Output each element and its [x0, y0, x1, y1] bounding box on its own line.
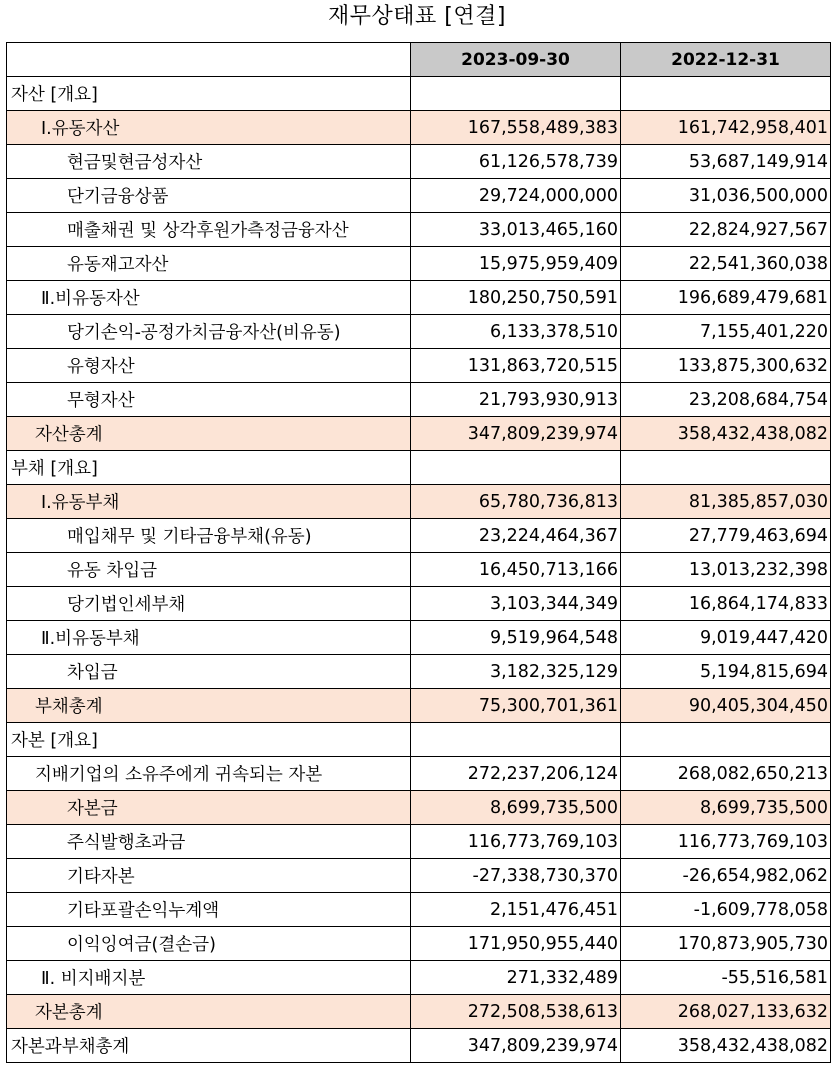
- value-2023-09-30: 272,237,206,124: [411, 757, 621, 791]
- value-2023-09-30: 2,151,476,451: [411, 893, 621, 927]
- table-row: [7, 689, 831, 723]
- value-2023-09-30: 29,724,000,000: [411, 179, 621, 213]
- row-label: Ⅱ.비유동자산: [7, 281, 411, 315]
- value-2023-09-30: 3,182,325,129: [411, 655, 621, 689]
- row-label: 차입금: [7, 655, 411, 689]
- row-label: 지배기업의 소유주에게 귀속되는 자본: [7, 757, 411, 791]
- row-label: 매입채무 및 기타금융부채(유동): [7, 519, 411, 553]
- table-row: [7, 825, 831, 859]
- row-label: 현금및현금성자산: [7, 145, 411, 179]
- row-label: 자본과부채총계: [7, 1029, 411, 1063]
- row-label: 매출채권 및 상각후원가측정금융자산: [7, 213, 411, 247]
- table-row: [7, 281, 831, 315]
- value-2023-09-30: -27,338,730,370: [411, 859, 621, 893]
- value-2023-09-30: 75,300,701,361: [411, 689, 621, 723]
- row-label: Ⅰ.유동부채: [7, 485, 411, 519]
- value-2022-12-31: 90,405,304,450: [621, 689, 831, 723]
- table-row: [7, 995, 831, 1029]
- row-label: 이익잉여금(결손금): [7, 927, 411, 961]
- table-row: [7, 485, 831, 519]
- value-2023-09-30: 33,013,465,160: [411, 213, 621, 247]
- value-2022-12-31: 7,155,401,220: [621, 315, 831, 349]
- header-date-current: 2023-09-30: [411, 43, 621, 77]
- table-row: [7, 859, 831, 893]
- value-2023-09-30: 61,126,578,739: [411, 145, 621, 179]
- row-label: 단기금융상품: [7, 179, 411, 213]
- value-2022-12-31: [621, 77, 831, 111]
- value-2022-12-31: [621, 723, 831, 757]
- value-2022-12-31: 8,699,735,500: [621, 791, 831, 825]
- row-label: 당기손익-공정가치금융자산(비유동): [7, 315, 411, 349]
- table-row: [7, 315, 831, 349]
- table-row: [7, 927, 831, 961]
- value-2022-12-31: 196,689,479,681: [621, 281, 831, 315]
- table-row: [7, 1029, 831, 1063]
- table-row: [7, 383, 831, 417]
- value-2022-12-31: 358,432,438,082: [621, 1029, 831, 1063]
- value-2023-09-30: 171,950,955,440: [411, 927, 621, 961]
- value-2022-12-31: 116,773,769,103: [621, 825, 831, 859]
- header-date-prior: 2022-12-31: [621, 43, 831, 77]
- value-2022-12-31: 27,779,463,694: [621, 519, 831, 553]
- value-2022-12-31: 161,742,958,401: [621, 111, 831, 145]
- table-header-row: [7, 43, 831, 77]
- value-2022-12-31: 170,873,905,730: [621, 927, 831, 961]
- row-label: 당기법인세부채: [7, 587, 411, 621]
- value-2023-09-30: 347,809,239,974: [411, 417, 621, 451]
- value-2023-09-30: 8,699,735,500: [411, 791, 621, 825]
- table-row: [7, 451, 831, 485]
- row-label: 부채 [개요]: [7, 451, 411, 485]
- row-label: 자본 [개요]: [7, 723, 411, 757]
- table-row: [7, 247, 831, 281]
- table-row: [7, 757, 831, 791]
- value-2022-12-31: 22,541,360,038: [621, 247, 831, 281]
- value-2022-12-31: 13,013,232,398: [621, 553, 831, 587]
- value-2023-09-30: 271,332,489: [411, 961, 621, 995]
- row-label: 자산총계: [7, 417, 411, 451]
- row-label: 무형자산: [7, 383, 411, 417]
- value-2023-09-30: 131,863,720,515: [411, 349, 621, 383]
- row-label: 자산 [개요]: [7, 77, 411, 111]
- table-body: [7, 77, 831, 1063]
- header-label-cell: [7, 43, 411, 77]
- table-row: [7, 349, 831, 383]
- value-2023-09-30: 6,133,378,510: [411, 315, 621, 349]
- value-2022-12-31: 133,875,300,632: [621, 349, 831, 383]
- value-2023-09-30: 16,450,713,166: [411, 553, 621, 587]
- value-2022-12-31: 9,019,447,420: [621, 621, 831, 655]
- table-row: [7, 655, 831, 689]
- table-row: [7, 213, 831, 247]
- row-label: 유형자산: [7, 349, 411, 383]
- table-row: [7, 145, 831, 179]
- table-row: [7, 553, 831, 587]
- value-2022-12-31: [621, 451, 831, 485]
- value-2022-12-31: -26,654,982,062: [621, 859, 831, 893]
- table-row: [7, 791, 831, 825]
- balance-sheet-table: [6, 42, 831, 1063]
- row-label: 기타포괄손익누계액: [7, 893, 411, 927]
- table-row: [7, 621, 831, 655]
- value-2022-12-31: 31,036,500,000: [621, 179, 831, 213]
- value-2022-12-31: -1,609,778,058: [621, 893, 831, 927]
- value-2023-09-30: 3,103,344,349: [411, 587, 621, 621]
- value-2023-09-30: 21,793,930,913: [411, 383, 621, 417]
- value-2023-09-30: 116,773,769,103: [411, 825, 621, 859]
- table-row: [7, 587, 831, 621]
- value-2022-12-31: 358,432,438,082: [621, 417, 831, 451]
- value-2022-12-31: 22,824,927,567: [621, 213, 831, 247]
- value-2023-09-30: 180,250,750,591: [411, 281, 621, 315]
- table-row: [7, 179, 831, 213]
- row-label: 부채총계: [7, 689, 411, 723]
- value-2023-09-30: 15,975,959,409: [411, 247, 621, 281]
- table-row: [7, 893, 831, 927]
- value-2022-12-31: -55,516,581: [621, 961, 831, 995]
- value-2023-09-30: 347,809,239,974: [411, 1029, 621, 1063]
- row-label: Ⅱ.비유동부채: [7, 621, 411, 655]
- value-2023-09-30: 167,558,489,383: [411, 111, 621, 145]
- value-2023-09-30: [411, 451, 621, 485]
- table-row: [7, 111, 831, 145]
- row-label: Ⅰ.유동자산: [7, 111, 411, 145]
- value-2022-12-31: 268,082,650,213: [621, 757, 831, 791]
- table-row: [7, 417, 831, 451]
- value-2022-12-31: 81,385,857,030: [621, 485, 831, 519]
- table-row: [7, 77, 831, 111]
- value-2023-09-30: 65,780,736,813: [411, 485, 621, 519]
- table-row: [7, 723, 831, 757]
- value-2022-12-31: 5,194,815,694: [621, 655, 831, 689]
- value-2023-09-30: 9,519,964,548: [411, 621, 621, 655]
- table-row: [7, 961, 831, 995]
- value-2023-09-30: 23,224,464,367: [411, 519, 621, 553]
- value-2022-12-31: 16,864,174,833: [621, 587, 831, 621]
- value-2022-12-31: 23,208,684,754: [621, 383, 831, 417]
- value-2023-09-30: [411, 723, 621, 757]
- row-label: 유동 차입금: [7, 553, 411, 587]
- value-2022-12-31: 53,687,149,914: [621, 145, 831, 179]
- row-label: 기타자본: [7, 859, 411, 893]
- page-title: 재무상태표 [연결]: [328, 4, 506, 29]
- value-2023-09-30: 272,508,538,613: [411, 995, 621, 1029]
- row-label: 유동재고자산: [7, 247, 411, 281]
- row-label: 자본총계: [7, 995, 411, 1029]
- value-2022-12-31: 268,027,133,632: [621, 995, 831, 1029]
- row-label: 주식발행초과금: [7, 825, 411, 859]
- table-row: [7, 519, 831, 553]
- row-label: Ⅱ. 비지배지분: [7, 961, 411, 995]
- row-label: 자본금: [7, 791, 411, 825]
- value-2023-09-30: [411, 77, 621, 111]
